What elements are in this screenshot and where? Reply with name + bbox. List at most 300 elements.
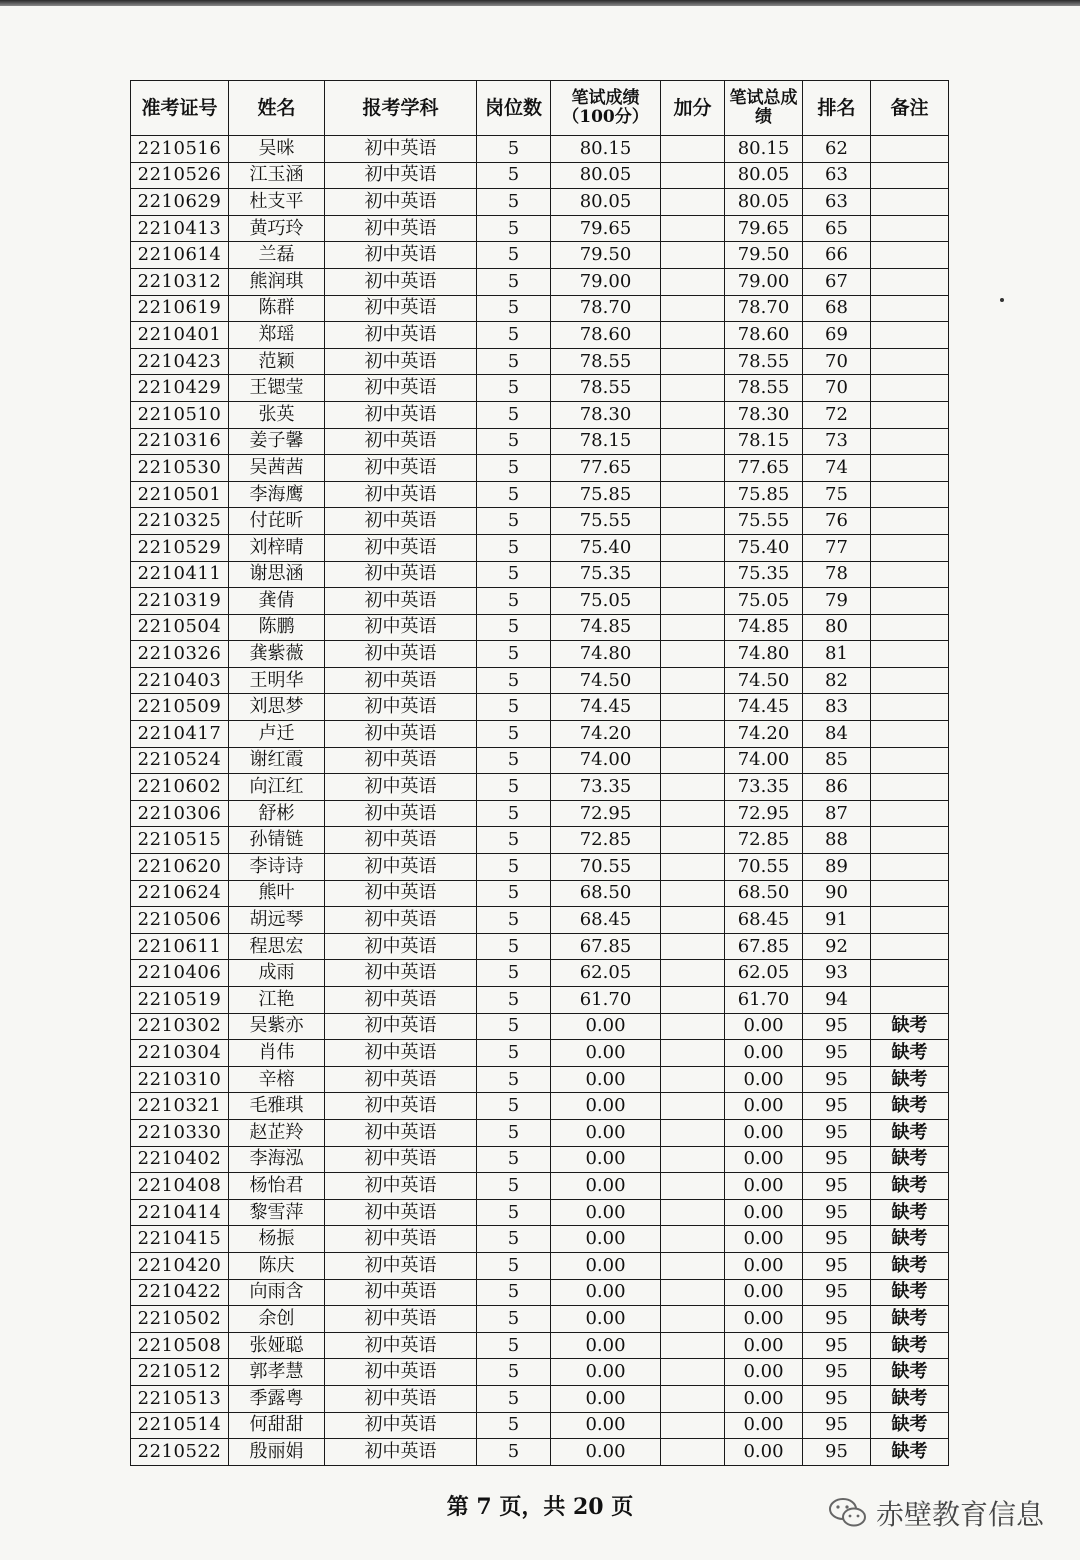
cell-name: 范颖 (229, 348, 325, 375)
cell-rank: 89 (803, 854, 871, 881)
cell-subject: 初中英语 (325, 933, 477, 960)
cell-name: 吴咪 (229, 136, 325, 163)
cell-total-score: 74.20 (725, 721, 803, 748)
cell-bonus (661, 508, 725, 535)
cell-exam-id: 2210408 (131, 1173, 229, 1200)
cell-note: 缺考 (871, 1093, 949, 1120)
cell-written-score: 80.05 (551, 162, 661, 189)
cell-positions: 5 (477, 455, 551, 482)
cell-written-score: 74.00 (551, 747, 661, 774)
table-row (131, 907, 949, 934)
cell-subject: 初中英语 (325, 588, 477, 615)
cell-subject: 初中英语 (325, 1332, 477, 1359)
table-row (131, 588, 949, 615)
cell-bonus (661, 854, 725, 881)
cell-rank: 80 (803, 614, 871, 641)
cell-name: 肖伟 (229, 1040, 325, 1067)
cell-name: 季露粤 (229, 1385, 325, 1412)
cell-subject: 初中英语 (325, 907, 477, 934)
header-written-score: 笔试成绩（100分） (551, 81, 661, 136)
cell-exam-id: 2210619 (131, 295, 229, 322)
cell-name: 殷丽娟 (229, 1439, 325, 1466)
cell-name: 王明华 (229, 667, 325, 694)
cell-exam-id: 2210620 (131, 854, 229, 881)
cell-exam-id: 2210302 (131, 1013, 229, 1040)
cell-total-score: 0.00 (725, 1385, 803, 1412)
cell-subject: 初中英语 (325, 827, 477, 854)
cell-name: 毛雅琪 (229, 1093, 325, 1120)
cell-total-score: 0.00 (725, 1332, 803, 1359)
cell-bonus (661, 401, 725, 428)
cell-subject: 初中英语 (325, 1119, 477, 1146)
cell-rank: 76 (803, 508, 871, 535)
cell-name: 王锶莹 (229, 375, 325, 402)
cell-name: 李海泓 (229, 1146, 325, 1173)
cell-total-score: 0.00 (725, 1439, 803, 1466)
cell-exam-id: 2210326 (131, 641, 229, 668)
table-row (131, 960, 949, 987)
cell-rank: 95 (803, 1279, 871, 1306)
table-row (131, 375, 949, 402)
cell-name: 何甜甜 (229, 1412, 325, 1439)
cell-note (871, 774, 949, 801)
table-row (131, 1252, 949, 1279)
cell-total-score: 0.00 (725, 1412, 803, 1439)
cell-bonus (661, 1332, 725, 1359)
cell-rank: 70 (803, 348, 871, 375)
table-row (131, 268, 949, 295)
cell-exam-id: 2210508 (131, 1332, 229, 1359)
cell-bonus (661, 1146, 725, 1173)
cell-written-score: 78.15 (551, 428, 661, 455)
cell-name: 黄巧玲 (229, 215, 325, 242)
cell-total-score: 78.15 (725, 428, 803, 455)
table-row (131, 1093, 949, 1120)
table-row (131, 800, 949, 827)
cell-total-score: 0.00 (725, 1119, 803, 1146)
table-row (131, 295, 949, 322)
cell-subject: 初中英语 (325, 1359, 477, 1386)
cell-positions: 5 (477, 933, 551, 960)
cell-note (871, 880, 949, 907)
table-row (131, 1226, 949, 1253)
table-row (131, 136, 949, 163)
cell-total-score: 78.30 (725, 401, 803, 428)
cell-subject: 初中英语 (325, 1013, 477, 1040)
cell-written-score: 78.55 (551, 348, 661, 375)
cell-exam-id: 2210319 (131, 588, 229, 615)
cell-note (871, 348, 949, 375)
cell-name: 杨怡君 (229, 1173, 325, 1200)
cell-written-score: 0.00 (551, 1013, 661, 1040)
cell-positions: 5 (477, 561, 551, 588)
cell-subject: 初中英语 (325, 1040, 477, 1067)
cell-written-score: 74.20 (551, 721, 661, 748)
cell-written-score: 80.05 (551, 189, 661, 216)
cell-exam-id: 2210522 (131, 1439, 229, 1466)
cell-rank: 83 (803, 694, 871, 721)
cell-note: 缺考 (871, 1359, 949, 1386)
cell-name: 郑瑶 (229, 322, 325, 349)
cell-rank: 86 (803, 774, 871, 801)
cell-written-score: 79.50 (551, 242, 661, 269)
cell-note: 缺考 (871, 1226, 949, 1253)
cell-bonus (661, 1093, 725, 1120)
cell-note (871, 907, 949, 934)
cell-written-score: 0.00 (551, 1306, 661, 1333)
cell-total-score: 0.00 (725, 1306, 803, 1333)
cell-bonus (661, 827, 725, 854)
table-row (131, 641, 949, 668)
cell-rank: 95 (803, 1066, 871, 1093)
cell-subject: 初中英语 (325, 534, 477, 561)
table-row (131, 1146, 949, 1173)
cell-exam-id: 2210602 (131, 774, 229, 801)
cell-rank: 95 (803, 1199, 871, 1226)
cell-subject: 初中英语 (325, 1093, 477, 1120)
table-row (131, 1173, 949, 1200)
cell-total-score: 68.45 (725, 907, 803, 934)
cell-exam-id: 2210515 (131, 827, 229, 854)
cell-bonus (661, 774, 725, 801)
cell-subject: 初中英语 (325, 747, 477, 774)
cell-bonus (661, 1359, 725, 1386)
cell-bonus (661, 1226, 725, 1253)
cell-total-score: 0.00 (725, 1199, 803, 1226)
cell-written-score: 0.00 (551, 1252, 661, 1279)
cell-written-score: 67.85 (551, 933, 661, 960)
cell-positions: 5 (477, 1359, 551, 1386)
cell-subject: 初中英语 (325, 1306, 477, 1333)
cell-note (871, 455, 949, 482)
cell-rank: 87 (803, 800, 871, 827)
cell-positions: 5 (477, 1199, 551, 1226)
cell-exam-id: 2210306 (131, 800, 229, 827)
cell-subject: 初中英语 (325, 348, 477, 375)
cell-written-score: 0.00 (551, 1146, 661, 1173)
cell-name: 赵芷羚 (229, 1119, 325, 1146)
cell-name: 龚倩 (229, 588, 325, 615)
cell-bonus (661, 268, 725, 295)
cell-written-score: 72.95 (551, 800, 661, 827)
header-subject: 报考学科 (325, 81, 477, 136)
cell-positions: 5 (477, 508, 551, 535)
cell-exam-id: 2210512 (131, 1359, 229, 1386)
cell-exam-id: 2210513 (131, 1385, 229, 1412)
cell-name: 刘梓晴 (229, 534, 325, 561)
cell-exam-id: 2210502 (131, 1306, 229, 1333)
cell-exam-id: 2210417 (131, 721, 229, 748)
cell-total-score: 78.60 (725, 322, 803, 349)
cell-subject: 初中英语 (325, 854, 477, 881)
cell-note (871, 508, 949, 535)
cell-note (871, 162, 949, 189)
cell-total-score: 80.15 (725, 136, 803, 163)
cell-rank: 91 (803, 907, 871, 934)
cell-subject: 初中英语 (325, 401, 477, 428)
table-row (131, 1040, 949, 1067)
cell-exam-id: 2210504 (131, 614, 229, 641)
cell-written-score: 0.00 (551, 1066, 661, 1093)
header-exam-id: 准考证号 (131, 81, 229, 136)
cell-name: 兰磊 (229, 242, 325, 269)
cell-name: 陈鹏 (229, 614, 325, 641)
cell-note (871, 481, 949, 508)
table-row (131, 162, 949, 189)
table-row (131, 1066, 949, 1093)
cell-total-score: 75.35 (725, 561, 803, 588)
cell-note: 缺考 (871, 1306, 949, 1333)
cell-exam-id: 2210420 (131, 1252, 229, 1279)
cell-bonus (661, 428, 725, 455)
cell-note: 缺考 (871, 1439, 949, 1466)
cell-total-score: 75.85 (725, 481, 803, 508)
cell-written-score: 78.30 (551, 401, 661, 428)
cell-name: 李海鹰 (229, 481, 325, 508)
cell-subject: 初中英语 (325, 561, 477, 588)
cell-bonus (661, 1199, 725, 1226)
cell-note (871, 588, 949, 615)
table-row (131, 747, 949, 774)
cell-subject: 初中英语 (325, 136, 477, 163)
scan-edge (0, 0, 1080, 6)
cell-positions: 5 (477, 1119, 551, 1146)
cell-bonus (661, 136, 725, 163)
cell-total-score: 78.55 (725, 348, 803, 375)
cell-note (871, 401, 949, 428)
cell-rank: 95 (803, 1385, 871, 1412)
cell-subject: 初中英语 (325, 1226, 477, 1253)
cell-positions: 5 (477, 614, 551, 641)
cell-written-score: 75.55 (551, 508, 661, 535)
cell-subject: 初中英语 (325, 1066, 477, 1093)
cell-note (871, 375, 949, 402)
cell-note: 缺考 (871, 1412, 949, 1439)
cell-subject: 初中英语 (325, 428, 477, 455)
wechat-icon (828, 1496, 868, 1530)
cell-exam-id: 2210501 (131, 481, 229, 508)
cell-written-score: 61.70 (551, 987, 661, 1014)
cell-exam-id: 2210614 (131, 242, 229, 269)
cell-written-score: 0.00 (551, 1093, 661, 1120)
cell-note (871, 854, 949, 881)
cell-positions: 5 (477, 534, 551, 561)
cell-exam-id: 2210316 (131, 428, 229, 455)
cell-total-score: 75.05 (725, 588, 803, 615)
cell-total-score: 68.50 (725, 880, 803, 907)
cell-exam-id: 2210624 (131, 880, 229, 907)
cell-positions: 5 (477, 375, 551, 402)
cell-subject: 初中英语 (325, 455, 477, 482)
cell-written-score: 74.45 (551, 694, 661, 721)
cell-bonus (661, 1040, 725, 1067)
cell-total-score: 61.70 (725, 987, 803, 1014)
cell-name: 张娅聪 (229, 1332, 325, 1359)
cell-written-score: 77.65 (551, 455, 661, 482)
cell-subject: 初中英语 (325, 960, 477, 987)
cell-total-score: 79.65 (725, 215, 803, 242)
cell-rank: 95 (803, 1119, 871, 1146)
cell-exam-id: 2210415 (131, 1226, 229, 1253)
cell-exam-id: 2210524 (131, 747, 229, 774)
cell-exam-id: 2210310 (131, 1066, 229, 1093)
cell-note (871, 933, 949, 960)
cell-exam-id: 2210514 (131, 1412, 229, 1439)
cell-note: 缺考 (871, 1279, 949, 1306)
cell-note (871, 215, 949, 242)
cell-written-score: 79.00 (551, 268, 661, 295)
cell-bonus (661, 588, 725, 615)
cell-name: 江玉涵 (229, 162, 325, 189)
cell-total-score: 0.00 (725, 1146, 803, 1173)
watermark-text: 赤壁教育信息 (875, 1498, 1044, 1531)
cell-written-score: 0.00 (551, 1385, 661, 1412)
cell-positions: 5 (477, 242, 551, 269)
cell-positions: 5 (477, 747, 551, 774)
table-row (131, 561, 949, 588)
cell-exam-id: 2210312 (131, 268, 229, 295)
cell-exam-id: 2210519 (131, 987, 229, 1014)
cell-name: 张英 (229, 401, 325, 428)
table-row (131, 854, 949, 881)
cell-subject: 初中英语 (325, 987, 477, 1014)
cell-written-score: 74.50 (551, 667, 661, 694)
table-row (131, 348, 949, 375)
cell-note (871, 242, 949, 269)
cell-positions: 5 (477, 827, 551, 854)
cell-positions: 5 (477, 1306, 551, 1333)
table-row (131, 481, 949, 508)
cell-bonus (661, 721, 725, 748)
cell-bonus (661, 322, 725, 349)
cell-total-score: 74.85 (725, 614, 803, 641)
cell-total-score: 72.95 (725, 800, 803, 827)
cell-total-score: 0.00 (725, 1252, 803, 1279)
cell-subject: 初中英语 (325, 614, 477, 641)
cell-note: 缺考 (871, 1119, 949, 1146)
table-row (131, 455, 949, 482)
cell-total-score: 0.00 (725, 1173, 803, 1200)
cell-exam-id: 2210516 (131, 136, 229, 163)
cell-exam-id: 2210321 (131, 1093, 229, 1120)
cell-rank: 95 (803, 1013, 871, 1040)
cell-bonus (661, 1119, 725, 1146)
table-row (131, 534, 949, 561)
cell-bonus (661, 907, 725, 934)
cell-bonus (661, 295, 725, 322)
cell-bonus (661, 215, 725, 242)
cell-written-score: 0.00 (551, 1439, 661, 1466)
cell-positions: 5 (477, 1385, 551, 1412)
cell-total-score: 74.00 (725, 747, 803, 774)
cell-bonus (661, 933, 725, 960)
page-number: 第 7 页，共 20 页 (446, 1494, 634, 1520)
cell-subject: 初中英语 (325, 694, 477, 721)
cell-written-score: 68.45 (551, 907, 661, 934)
cell-subject: 初中英语 (325, 162, 477, 189)
cell-rank: 74 (803, 455, 871, 482)
cell-written-score: 0.00 (551, 1119, 661, 1146)
cell-subject: 初中英语 (325, 880, 477, 907)
cell-bonus (661, 880, 725, 907)
cell-positions: 5 (477, 880, 551, 907)
cell-name: 陈群 (229, 295, 325, 322)
cell-total-score: 79.00 (725, 268, 803, 295)
cell-bonus (661, 694, 725, 721)
cell-total-score: 0.00 (725, 1066, 803, 1093)
cell-name: 熊叶 (229, 880, 325, 907)
cell-name: 姜子馨 (229, 428, 325, 455)
cell-note (871, 667, 949, 694)
cell-exam-id: 2210506 (131, 907, 229, 934)
cell-positions: 5 (477, 800, 551, 827)
cell-written-score: 75.35 (551, 561, 661, 588)
cell-name: 谢红霞 (229, 747, 325, 774)
cell-exam-id: 2210406 (131, 960, 229, 987)
cell-rank: 75 (803, 481, 871, 508)
cell-written-score: 0.00 (551, 1359, 661, 1386)
cell-subject: 初中英语 (325, 774, 477, 801)
cell-written-score: 0.00 (551, 1173, 661, 1200)
header-total-score: 笔试总成绩 (725, 81, 803, 136)
cell-bonus (661, 960, 725, 987)
cell-rank: 62 (803, 136, 871, 163)
cell-written-score: 78.70 (551, 295, 661, 322)
cell-rank: 95 (803, 1093, 871, 1120)
cell-written-score: 0.00 (551, 1412, 661, 1439)
cell-positions: 5 (477, 401, 551, 428)
cell-name: 杨振 (229, 1226, 325, 1253)
cell-total-score: 80.05 (725, 189, 803, 216)
cell-name: 黎雪萍 (229, 1199, 325, 1226)
cell-positions: 5 (477, 348, 551, 375)
table-row (131, 774, 949, 801)
cell-note (871, 747, 949, 774)
cell-positions: 5 (477, 322, 551, 349)
table-row (131, 1119, 949, 1146)
cell-rank: 70 (803, 375, 871, 402)
cell-bonus (661, 348, 725, 375)
cell-written-score: 80.15 (551, 136, 661, 163)
cell-written-score: 75.40 (551, 534, 661, 561)
cell-note (871, 268, 949, 295)
cell-note (871, 534, 949, 561)
cell-positions: 5 (477, 854, 551, 881)
cell-subject: 初中英语 (325, 508, 477, 535)
cell-subject: 初中英语 (325, 1173, 477, 1200)
cell-written-score: 70.55 (551, 854, 661, 881)
cell-positions: 5 (477, 1040, 551, 1067)
header-name: 姓名 (229, 81, 325, 136)
cell-positions: 5 (477, 162, 551, 189)
cell-rank: 78 (803, 561, 871, 588)
cell-exam-id: 2210414 (131, 1199, 229, 1226)
cell-name: 杜支平 (229, 189, 325, 216)
cell-rank: 67 (803, 268, 871, 295)
cell-positions: 5 (477, 907, 551, 934)
cell-exam-id: 2210413 (131, 215, 229, 242)
cell-bonus (661, 1013, 725, 1040)
cell-exam-id: 2210422 (131, 1279, 229, 1306)
cell-name: 余创 (229, 1306, 325, 1333)
table-row (131, 215, 949, 242)
cell-total-score: 62.05 (725, 960, 803, 987)
cell-subject: 初中英语 (325, 215, 477, 242)
cell-rank: 94 (803, 987, 871, 1014)
header-bonus: 加分 (661, 81, 725, 136)
table-row (131, 1412, 949, 1439)
cell-positions: 5 (477, 1279, 551, 1306)
